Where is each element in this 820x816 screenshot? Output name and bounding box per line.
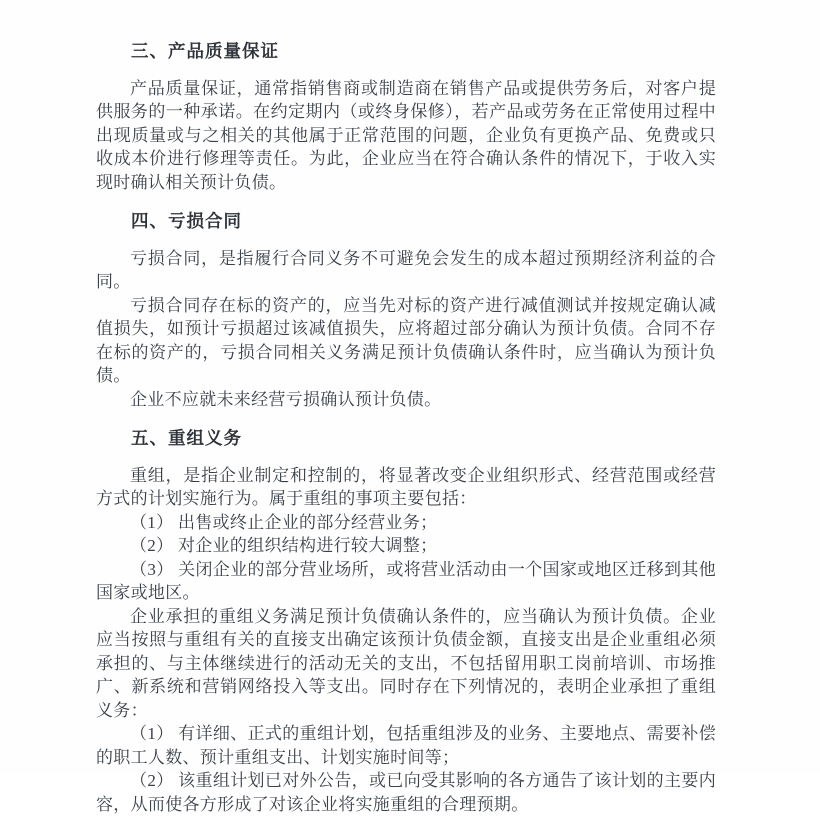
paragraph: 产品质量保证，通常指销售商或制造商在销售产品或提供劳务后，对客户提供服务的一种承诺。在约定期内（或终身保修），若产品或劳务在正常使用过程中出现质量或与之相关的其他属于正常范围的问题，企业负有更换产品、免费或只收成本价进行修理等责任。为此，企业应当在符合确认条件的情况下，于收入实现时确认相关预计负债。 [96,78,716,192]
paragraph: （3） 关闭企业的部分营业场所，或将营业活动由一个国家或地区迁移到其他国家或地区。 [96,559,716,602]
paragraph: （1） 出售或终止企业的部分经营业务； [130,512,438,532]
document-content [96,40,716,816]
paragraph: （2） 该重组计划已对外公告，或已向受其影响的各方通告了该计划的主要内容，从而使各方形成了对该企业将实施重组的合理预期。 [96,771,716,814]
section-heading: 三、产品质量保证 [131,41,279,61]
paragraph: 亏损合同，是指履行合同义务不可避免会发生的成本超过预期经济利益的合同。 [96,248,716,291]
paragraph: （1） 有详细、正式的重组计划，包括重组涉及的业务、主要地点、需要补偿的职工人数、预计重组支出、计划实施时间等； [96,724,716,767]
section-heading: 四、亏损合同 [131,211,242,231]
paragraph: 重组，是指企业制定和控制的，将显著改变企业组织形式、经营范围或经营方式的计划实施行为。属于重组的事项主要包括： [96,465,716,508]
paragraph: 企业承担的重组义务满足预计负债确认条件的，应当确认为预计负债。企业应当按照与重组有关的直接支出确定该预计负债金额，直接支出是企业重组必须承担的、与主体继续进行的活动无关的支出，不包括留用职工岗前培训、市场推广、新系统和营销网络投入等支出。同时存在下列情况的，表明企业承担了重组义务： [96,606,716,720]
paragraph: 亏损合同存在标的资产的，应当先对标的资产进行减值测试并按规定确认减值损失，如预计亏损超过该减值损失，应将超过部分确认为预计负债。合同不存在标的资产的，亏损合同相关义务满足预计负债确认条件时，应当确认为预计负债。 [96,295,716,385]
paragraph: 企业不应就未来经营亏损确认预计负债。 [130,389,442,409]
paragraph: （2） 对企业的组织结构进行较大调整； [130,536,438,555]
section-heading: 五、重组义务 [131,428,242,448]
